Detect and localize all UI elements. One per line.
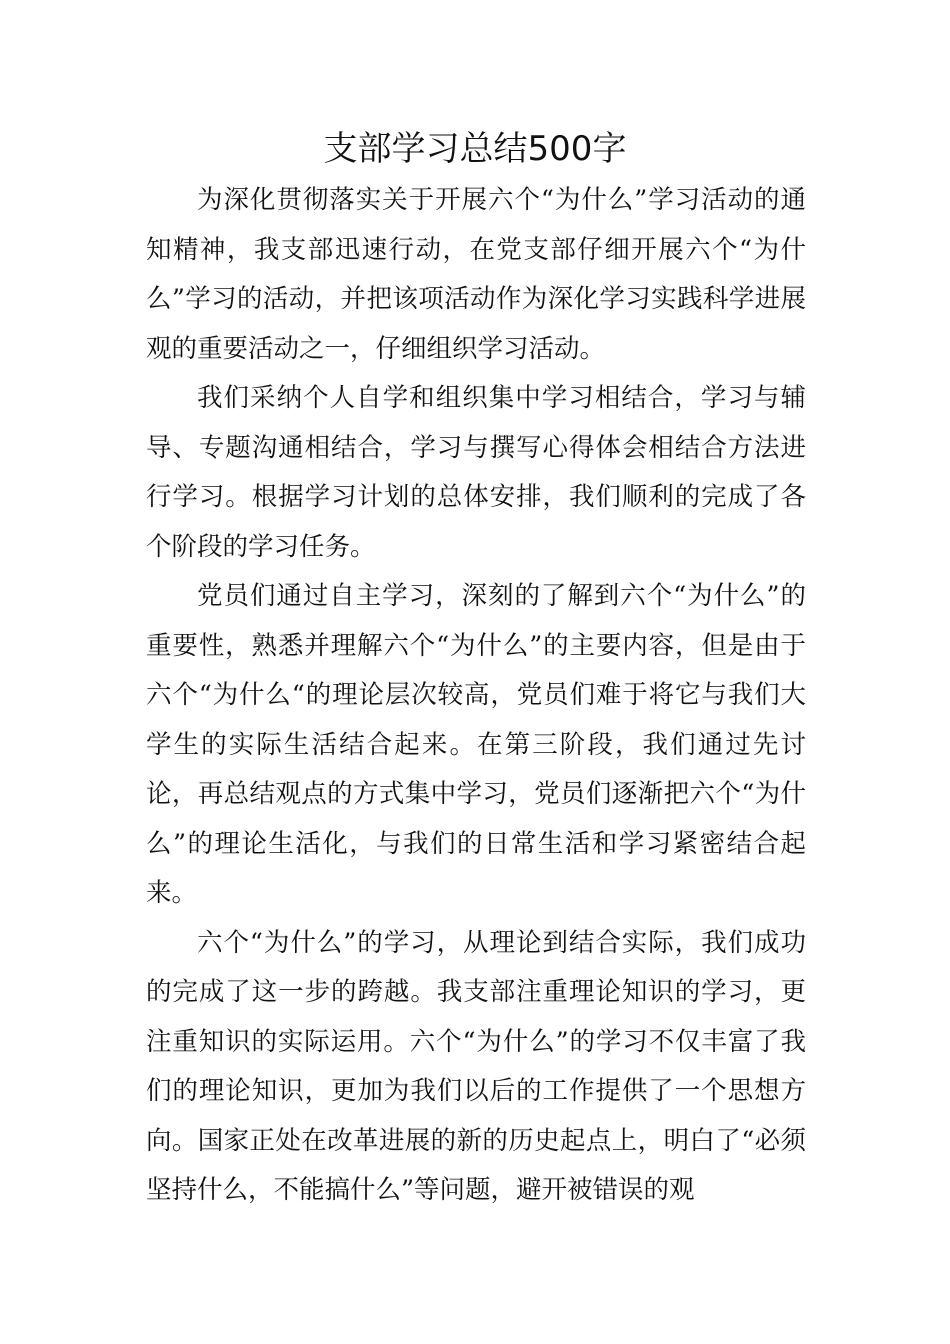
document-title: 支部学习总结500字 <box>323 129 627 169</box>
paragraph-2: 我们采纳个人自学和组织集中学习相结合，学习与辅导、专题沟通相结合，学习与撰写心得体会相结合方法进行学习。根据学习计划的总体安排，我们顺利的完成了各个阶段的学习任务。 <box>146 383 806 562</box>
document-body <box>146 176 806 1216</box>
paragraph-3: 党员们通过自主学习，深刻的了解到六个“为什么”的重要性，熟悉并理解六个“为什么”的主要内容，但是由于六个“为什么“的理论层次较高，党员们难于将它与我们大学生的实际生活结合起来。在第三阶段，我们通过先讨论，再总结观点的方式集中学习，党员们逐渐把六个“为什么”的理论生活化，与我们的日常生活和学习紧密结合起来。 <box>146 581 806 908</box>
paragraph-4: 六个“为什么”的学习，从理论到结合实际，我们成功的完成了这一步的跨越。我支部注重理论知识的学习，更注重知识的实际运用。六个“为什么”的学习不仅丰富了我们的理论知识，更加为我们以后的工作提供了一个思想方向。国家正处在改革进展的新的历史起点上，明白了“必须坚持什么，不能搞什么”等问题，避开被错误的观 <box>146 927 806 1205</box>
paragraph-1: 为深化贯彻落实关于开展六个“为什么”学习活动的通知精神，我支部迅速行动，在党支部仔细开展六个“为什么”学习的活动，并把该项活动作为深化学习实践科学进展观的重要活动之一，仔细组织学习活动。 <box>146 185 806 364</box>
